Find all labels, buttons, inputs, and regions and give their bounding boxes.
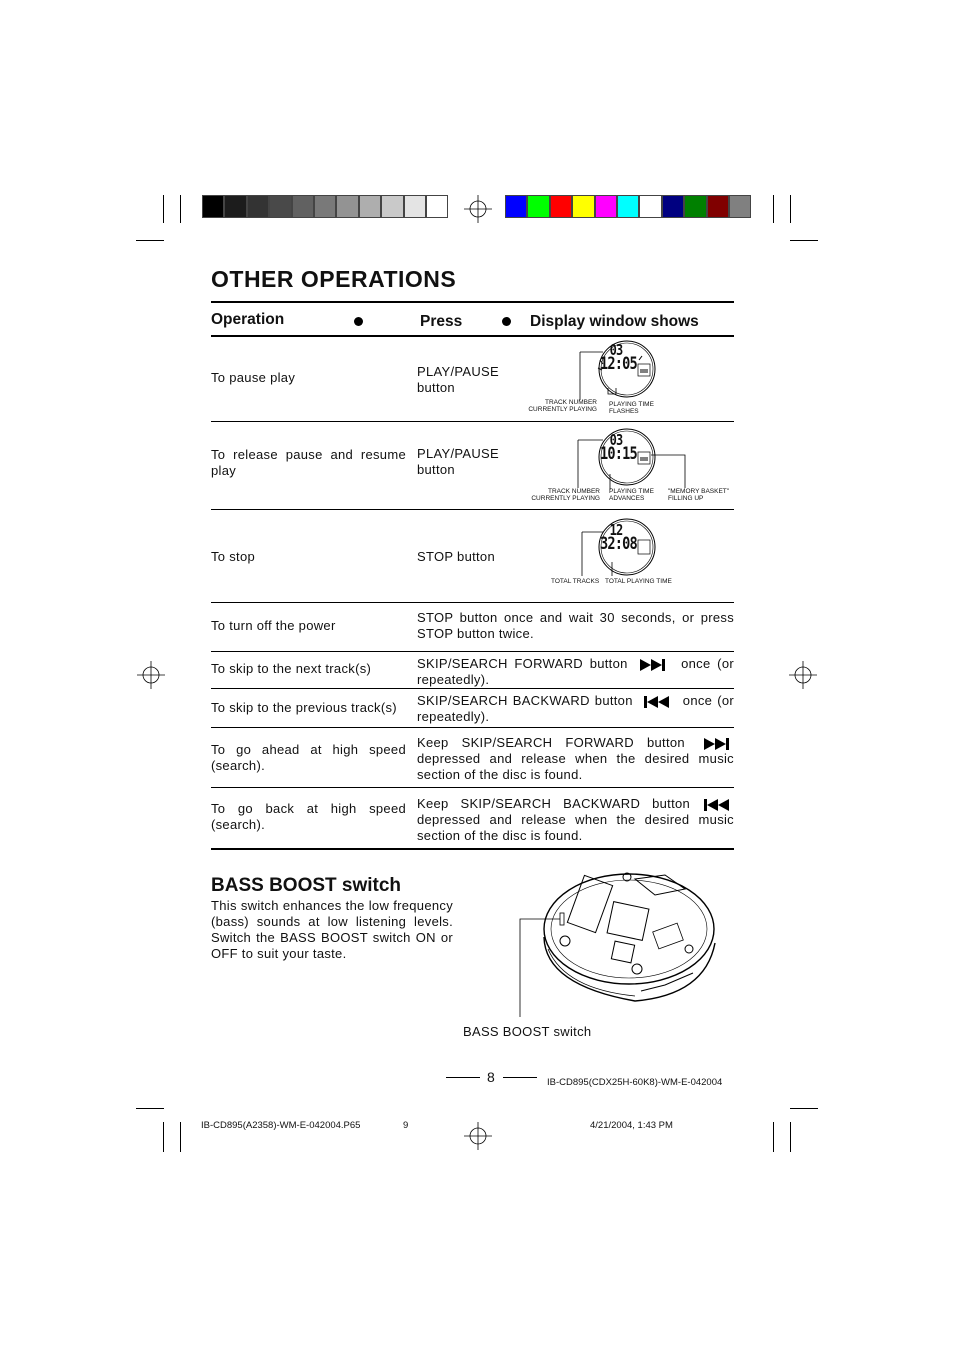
row-previous-operation: To skip to the previous track(s)	[211, 700, 397, 715]
calibration-swatch	[707, 195, 729, 218]
calibration-swatch	[617, 195, 639, 218]
lcd-track-number: 03	[609, 341, 623, 359]
bass-boost-callout: BASS BOOST switch	[463, 1024, 592, 1039]
row-power-press: STOP button once and wait 30 seconds, or press STOP button twice.	[417, 610, 734, 641]
header-press: Press	[420, 313, 463, 330]
row-divider	[211, 651, 734, 652]
calibration-swatch	[224, 195, 246, 218]
bullet-icon	[354, 317, 363, 326]
row-stop-press: STOP button	[417, 549, 495, 564]
calibration-swatch	[381, 195, 403, 218]
calibration-swatch	[292, 195, 314, 218]
lcd-label: TRACK NUMBER CURRENTLY PLAYING	[528, 399, 597, 413]
skip-forward-icon	[640, 659, 670, 671]
calibration-swatch	[426, 195, 448, 218]
page-number-rule	[503, 1077, 537, 1078]
row-divider	[211, 509, 734, 510]
lcd-readout	[600, 431, 637, 464]
calibration-swatch	[729, 195, 751, 218]
slug-filename: IB-CD895(A2358)-WM-E-042004.P65	[201, 1120, 361, 1131]
slug-date: 4/21/2004, 1:43 PM	[590, 1120, 673, 1131]
row-resume-operation: To release pause and resume play	[211, 447, 406, 478]
table-top-rule	[211, 301, 734, 303]
calibration-swatch	[247, 195, 269, 218]
registration-mark-icon	[464, 1122, 492, 1150]
skip-backward-icon	[644, 696, 674, 708]
row-search-backward-operation: To go back at high speed (search).	[211, 801, 406, 832]
calibration-swatch	[404, 195, 426, 218]
header-display: Display window shows	[530, 313, 699, 330]
row-next-press: SKIP/SEARCH FORWARD button once (or repeatedly).	[417, 656, 734, 687]
row-pause-operation: To pause play	[211, 370, 296, 385]
row-search-backward-press: Keep SKIP/SEARCH BACKWARD button depressed and release when the desired music section of the disc is found.	[417, 796, 734, 843]
lcd-label: TRACK NUMBER CURRENTLY PLAYING	[531, 488, 600, 502]
lcd-label: PLAYING TIME FLASHES	[609, 401, 654, 415]
skip-forward-icon	[704, 738, 734, 750]
lcd-label: PLAYING TIME ADVANCES	[609, 488, 654, 502]
lcd-time: 12:05	[600, 354, 637, 374]
lcd-label: TOTAL PLAYING TIME	[605, 578, 672, 585]
row-search-forward-press: Keep SKIP/SEARCH FORWARD button depressed and release when the desired music section of the disc is found.	[417, 735, 734, 782]
bass-boost-description: This switch enhances the low frequency (bass) sounds at low listening levels. Switch the BASS BOOST switch ON or OFF to suit your taste.	[211, 898, 453, 961]
header-rule	[211, 335, 734, 337]
row-divider	[211, 421, 734, 422]
page-number: 8	[487, 1069, 495, 1085]
calibration-swatch	[202, 195, 224, 218]
bass-boost-heading: BASS BOOST switch	[211, 875, 402, 896]
calibration-swatch	[359, 195, 381, 218]
header-operation: Operation	[211, 311, 285, 328]
row-divider	[211, 602, 734, 603]
lcd-readout	[600, 341, 637, 374]
row-divider	[211, 787, 734, 788]
row-divider	[211, 688, 734, 689]
row-previous-press: SKIP/SEARCH BACKWARD button once (or repeatedly).	[417, 693, 734, 724]
lcd-time: 10:15	[600, 444, 637, 464]
page-number-rule	[446, 1077, 480, 1078]
page-title: OTHER OPERATIONS	[211, 266, 457, 292]
row-power-operation: To turn off the power	[211, 618, 336, 633]
row-pause-press: PLAY/PAUSE button	[417, 364, 499, 395]
calibration-swatch	[269, 195, 291, 218]
calibration-swatch	[527, 195, 549, 218]
slug-sheet: 9	[403, 1120, 409, 1131]
doc-code: IB-CD895(CDX25H-60K8)-WM-E-042004	[547, 1077, 723, 1088]
calibration-swatch	[314, 195, 336, 218]
lcd-label: TOTAL TRACKS	[551, 578, 600, 585]
registration-mark-icon	[789, 661, 817, 689]
row-divider	[211, 727, 734, 728]
row-search-forward-operation: To go ahead at high speed (search).	[211, 742, 406, 773]
calibration-swatch	[662, 195, 684, 218]
skip-backward-icon	[704, 799, 734, 811]
registration-mark-icon	[464, 195, 492, 223]
lcd-total-time: 32:08	[600, 534, 637, 554]
row-next-operation: To skip to the next track(s)	[211, 661, 372, 676]
registration-mark-icon	[137, 661, 165, 689]
lcd-readout	[600, 521, 637, 554]
lcd-track-number: 03	[609, 431, 623, 449]
calibration-swatch	[572, 195, 594, 218]
row-stop-operation: To stop	[211, 549, 256, 564]
calibration-swatch	[684, 195, 706, 218]
calibration-swatch	[505, 195, 527, 218]
row-resume-press: PLAY/PAUSE button	[417, 446, 499, 477]
calibration-swatch	[336, 195, 358, 218]
lcd-track-count: 12	[609, 521, 623, 539]
calibration-swatch	[595, 195, 617, 218]
lcd-label: "MEMORY BASKET" FILLING UP	[668, 488, 730, 502]
table-bottom-rule	[211, 848, 734, 850]
bullet-icon	[502, 317, 511, 326]
calibration-swatch	[550, 195, 572, 218]
cd-player-illustration	[515, 865, 725, 1025]
calibration-swatch	[639, 195, 661, 218]
